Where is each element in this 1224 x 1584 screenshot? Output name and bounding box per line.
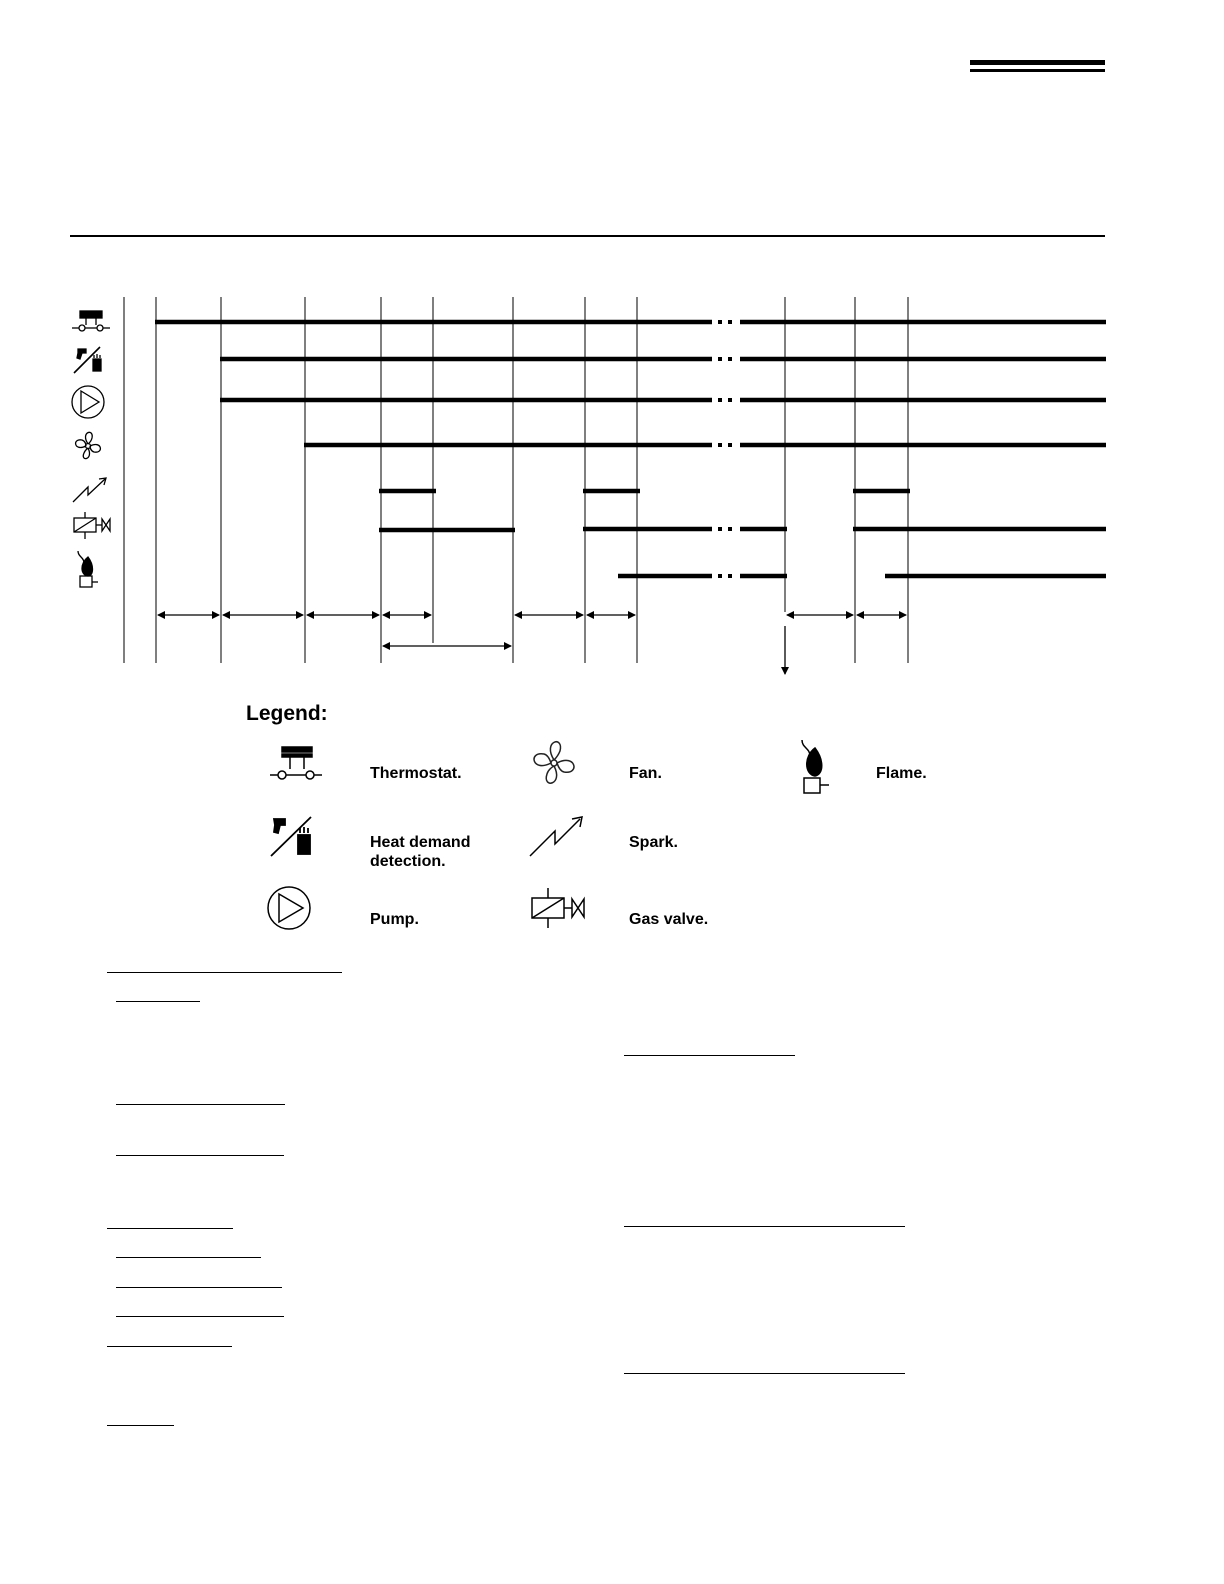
blank-underline [116, 1287, 282, 1288]
trace-thermostat [155, 320, 1106, 324]
blank-underline [624, 1373, 905, 1374]
fan-icon [528, 737, 580, 789]
blank-underline [107, 972, 342, 973]
legend-label-gas-valve: Gas valve. [629, 911, 709, 928]
legend-label-fan: Fan. [629, 765, 662, 782]
legend-label-thermostat: Thermostat. [370, 765, 462, 782]
trace-flame [618, 574, 1106, 578]
spark-icon [528, 815, 584, 859]
duration-arrows [158, 615, 906, 674]
legend-label-heat-demand: Heat demand detection. [370, 834, 471, 870]
blank-underline [116, 1257, 261, 1258]
signal-traces [155, 320, 1106, 578]
trace-heat-demand [220, 357, 1106, 361]
spark-icon [73, 478, 106, 502]
thermostat-icon [72, 311, 110, 331]
trace-pump [220, 398, 1106, 402]
legend-label-spark: Spark. [629, 834, 678, 851]
flame-icon [798, 738, 834, 796]
trace-gas-valve [379, 527, 1106, 531]
section-rule [70, 235, 1105, 237]
blank-underline [624, 1226, 905, 1227]
gas-valve-icon [528, 886, 588, 930]
pump-icon [265, 884, 313, 932]
legend-label-pump: Pump. [370, 911, 419, 928]
flame-icon [78, 551, 98, 587]
blank-underline [624, 1055, 795, 1056]
legend-title: Legend: [246, 702, 328, 725]
header-double-rule [970, 60, 1105, 74]
heat-demand-icon [268, 815, 316, 859]
row-icons [72, 311, 110, 587]
blank-underline [116, 1104, 285, 1105]
trace-fan [304, 443, 1106, 447]
ignition-timing-diagram [0, 280, 1224, 700]
blank-underline [107, 1425, 174, 1426]
blank-underline [107, 1228, 233, 1229]
pump-icon [72, 386, 104, 418]
gas-valve-icon [74, 512, 110, 539]
blank-underline [107, 1346, 232, 1347]
blank-underline [116, 1316, 284, 1317]
legend-label-flame: Flame. [876, 765, 927, 782]
fan-icon [76, 432, 101, 458]
blank-underline [116, 1001, 200, 1002]
thermostat-icon [268, 745, 324, 783]
time-markers [124, 297, 908, 663]
heat-demand-icon [74, 347, 101, 373]
blank-underline [116, 1155, 284, 1156]
